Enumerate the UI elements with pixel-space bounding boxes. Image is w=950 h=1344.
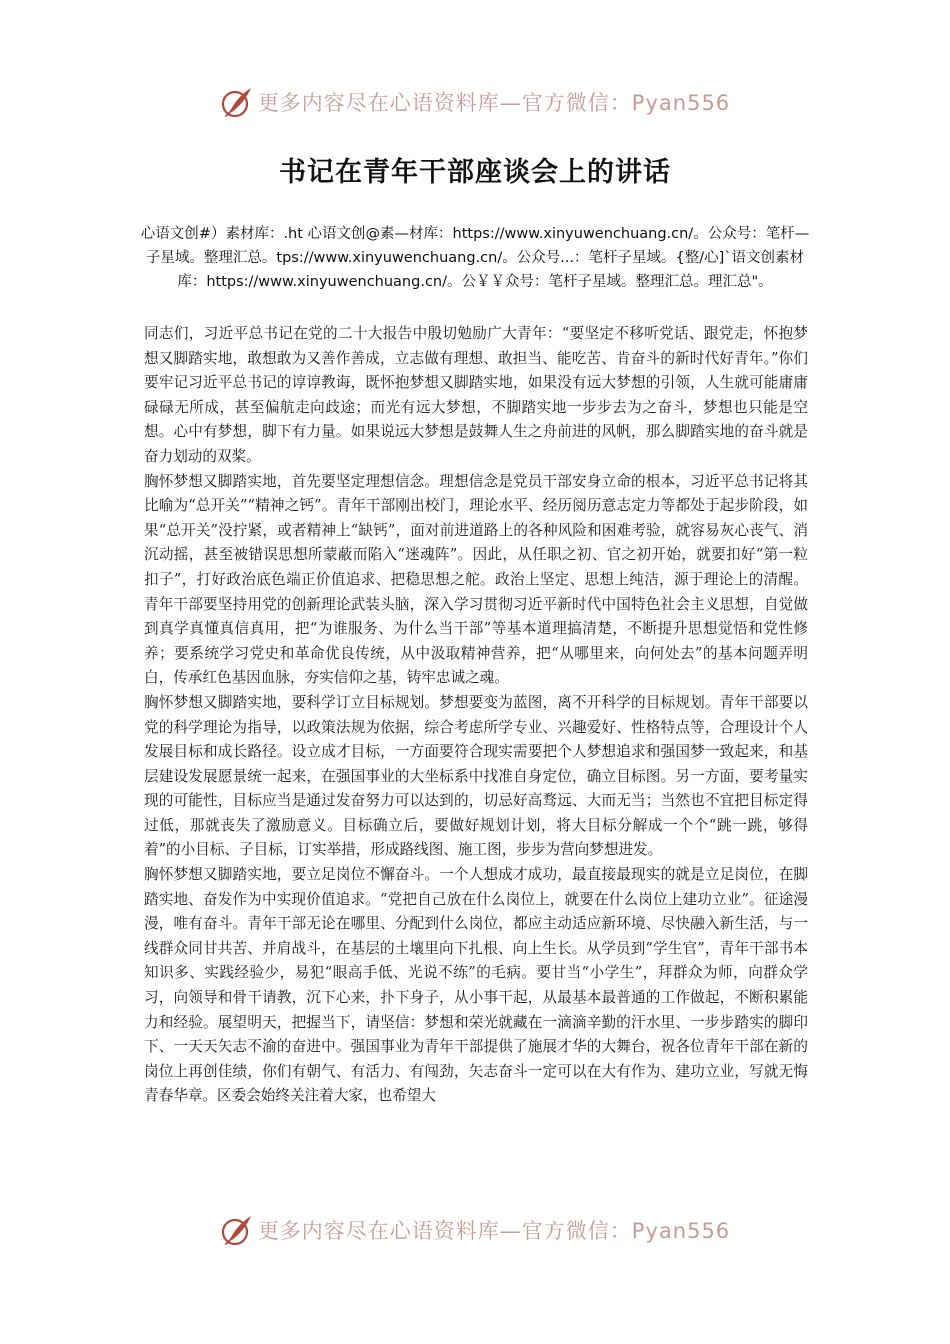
paragraph: 同志们，习近平总书记在党的二十大报告中殷切勉励广大青年：“要坚定不移听党话、跟党走，怀抱梦想又脚踏实地，敢想敢为又善作善成，立志做有理想、敢担当、能吃苦、肯奋斗的新时代好青年。”你们要牢记习近平总书记的谆谆教诲，既怀抱梦想又脚踏实地，如果没有远大梦想的引领，人生就可能庸庸碌碌无所成，甚至偏航走向歧途；而光有远大梦想，不脚踏实地一步步去为之奋斗，梦想也只能是空想。心中有梦想，脚下有力量。如果说远大梦想是鼓舞人生之舟前进的风帆，那么脚踏实地的奋斗就是奋力划动的双桨。 bbox=[144, 325, 808, 465]
speech-body bbox=[144, 322, 808, 1109]
page-title: 书记在青年干部座谈会上的讲话 bbox=[279, 157, 671, 188]
quill-logo-icon bbox=[220, 85, 254, 119]
paragraph: 胸怀梦想又脚踏实地，首先要坚定理想信念。理想信念是党员干部安身立命的根本，习近平总书记将其比喻为“总开关”“精神之钙”。青年干部刚出校门，理论水平、经历阅历意志定力等都处于起步阶段，如果“总开关”没拧紧，或者精神上“缺钙”，面对前进道路上的各种风险和困难考验，就容易灰心丧气、消沉动摇，甚至被错误思想所蒙蔽而陷入“迷魂阵”。因此，从任职之初、官之初开始，就要扣好“第一粒扣子”，打好政治底色端正价值追求、把稳思想之舵。政治上坚定、思想上纯洁，源于理论上的清醒。青年干部要坚持用党的创新理论武装头脑，深入学习贯彻习近平新时代中国特色社会主义思想，自觉做到真学真懂真信真用，把“为谁服务、为什么当干部”等基本道理搞清楚，不断提升思想觉悟和党性修养；要系统学习党史和革命优良传统，从中汲取精神营养，把“从哪里来，向何处去”的基本问题弄明白，传承红色基因血脉，夯实信仰之基，铸牢忠诚之魂。 bbox=[144, 472, 808, 687]
header-banner bbox=[0, 78, 950, 126]
source-note: 心语文创#）素材库：.ht 心语文创@素—材库：https://www.xinyuwenchuang.cn/。公众号：笔杆—子星域。整理汇总。tps://www.xinyuwenchuang.cn/。公众号...：笔杆子星域。{整/心]`语文创素材库：https://www.xinyuwenchuang.cn/。公￥￥众号：笔杆子星域。整理汇总。理汇总"。 bbox=[140, 226, 810, 290]
paragraph: 胸怀梦想又脚踏实地，要立足岗位不懈奋斗。一个人想成才成功，最直接最现实的就是立足岗位，在脚踏实地、奋发作为中实现价值追求。“党把自己放在什么岗位上，就要在什么岗位上建功立业”。征途漫漫，唯有奋斗。青年干部无论在哪里、分配到什么岗位，都应主动适应新环境、尽快融入新生活，与一线群众同甘共苦、并肩战斗，在基层的土壤里向下扎根、向上生长。从学员到“学生官”，青年干部书本知识多、实践经验少，易犯“眼高手低、光说不练”的毛病。要甘当“小学生”，拜群众为师，向群众学习，向领导和骨干请教，沉下心来，扑下身子，从小事干起，从最基本最普通的工作做起，不断积累能力和经验。展望明天，把握当下，请坚信：梦想和荣光就藏在一滴滴辛勤的汗水里、一步步踏实的脚印下、一天天矢志不渝的奋进中。强国事业为青年干部提供了施展才华的大舞台，祝各位青年干部在新的岗位上再创佳绩，你们有朝气、有活力、有闯劲，矢志奋斗一定可以在大有作为、建功立业，写就无悔青春华章。区委会始终关注着大家，也希望大 bbox=[144, 866, 808, 1105]
quill-logo-icon bbox=[220, 1213, 254, 1247]
paragraph: 胸怀梦想又脚踏实地，要科学订立目标规划。梦想要变为蓝图，离不开科学的目标规划。青年干部要以党的科学理论为指导，以政策法规为依据，综合考虑所学专业、兴趣爱好、性格特点等，合理设计个人发展目标和成长路径。设立成才目标，一方面要符合现实需要把个人梦想追求和强国梦一致起来，和基层建设发展愿景统一起来，在强国事业的大坐标系中找准自身定位，确立目标图。另一方面，要考量实现的可能性，目标应当是通过发奋努力可以达到的，切忌好高骛远、大而无当；当然也不宜把目标定得过低，那就丧失了激励意义。目标确立后，要做好规划计划，将大目标分解成一个个“跳一跳，够得着”的小目标、子目标，订实举措，形成路线图、施工图，步步为营向梦想进发。 bbox=[144, 693, 808, 859]
footer-banner bbox=[0, 1206, 950, 1254]
banner-text: 更多内容尽在心语资料库—官方微信：Pyan556 bbox=[257, 1219, 731, 1243]
banner-text: 更多内容尽在心语资料库—官方微信：Pyan556 bbox=[257, 91, 731, 115]
